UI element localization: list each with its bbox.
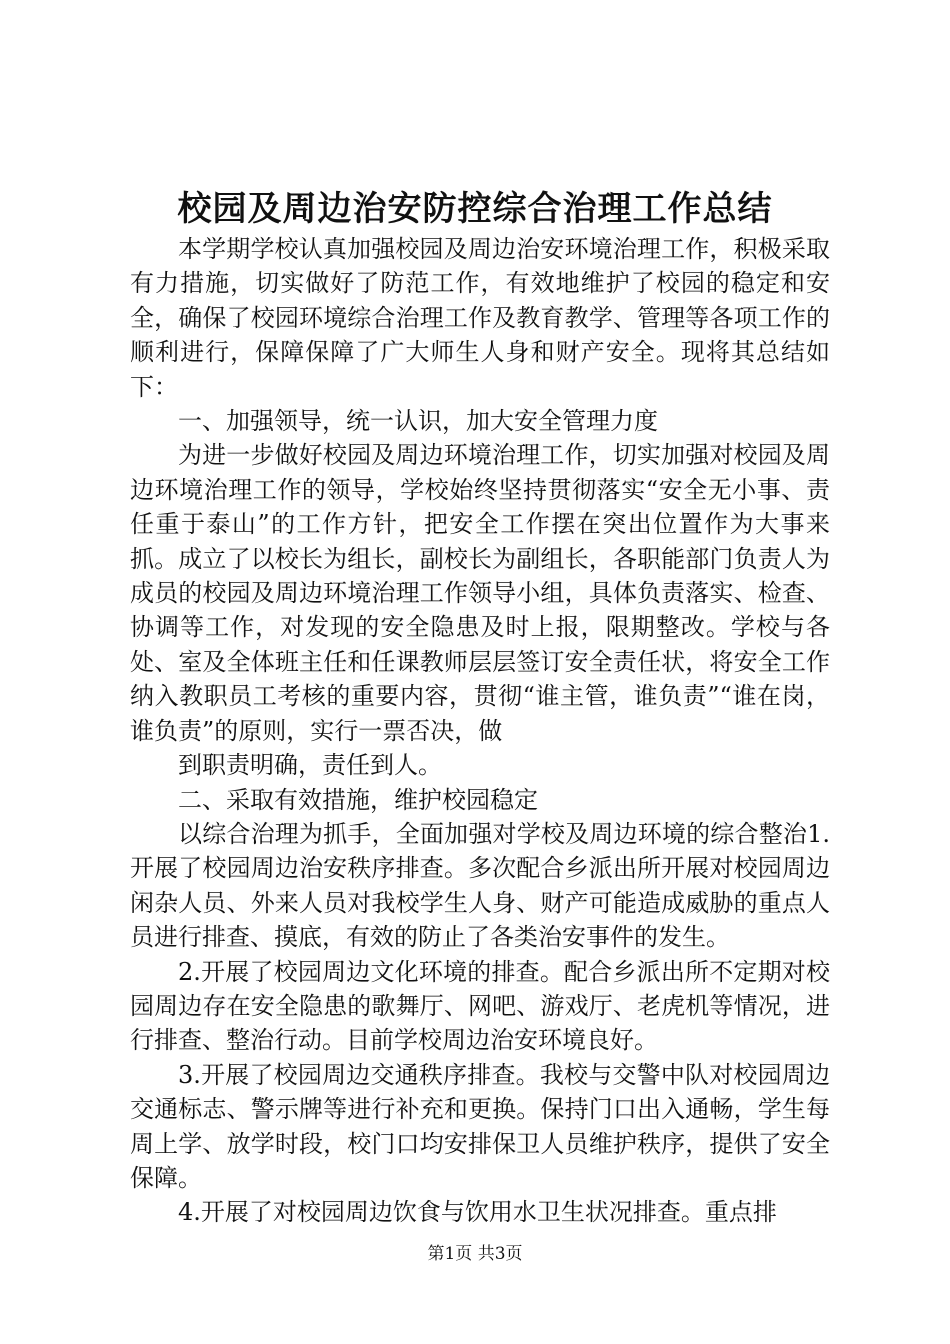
paragraph-continuation: 到职责明确，责任到人。 — [178, 751, 442, 780]
document-body — [130, 232, 830, 1230]
paragraph-item-2: 2.开展了校园周边文化环境的排查。配合乡派出所不定期对校园周边存在安全隐患的歌舞厅、网吧、游戏厅、老虎机等情况，进行排查、整治行动。目前学校周边治安环境良好。 — [130, 957, 830, 1055]
paragraph-intro: 本学期学校认真加强校园及周边治安环境治理工作，积极采取有力措施，切实做好了防范工作，有效地维护了校园的稳定和安全，确保了校园环境综合治理工作及教育教学、管理等各项工作的顺利进行，保障保障了广大师生人身和财产安全。现将其总结如下： — [130, 235, 830, 401]
section-heading-2: 二、采取有效措施，维护校园稳定 — [178, 785, 538, 814]
section-heading-1: 一、加强领导，统一认识，加大安全管理力度 — [178, 407, 658, 436]
paragraph-item-1: 以综合治理为抓手，全面加强对学校及周边环境的综合整治1.开展了校园周边治安秩序排查。多次配合乡派出所开展对校园周边闲杂人员、外来人员对我校学生人身、财产可能造成威胁的重点人员进行排查、摸底，有效的防止了各类治安事件的发生。 — [130, 819, 830, 952]
document-title: 校园及周边治安防控综合治理工作总结 — [177, 189, 773, 229]
paragraph-item-4: 4.开展了对校园周边饮食与饮用水卫生状况排查。重点排 — [178, 1198, 777, 1227]
paragraph-item-3: 3.开展了校园周边交通秩序排查。我校与交警中队对校园周边交通标志、警示牌等进行补充和更换。保持门口出入通畅，学生每周上学、放学时段，校门口均安排保卫人员维护秩序，提供了安全保障。 — [130, 1060, 830, 1192]
paragraph-section-1: 为进一步做好校园及周边环境治理工作，切实加强对校园及周边环境治理工作的领导，学校始终坚持贯彻落实“安全无小事、责任重于泰山”的工作方针，把安全工作摆在突出位置作为大事来抓。成立了以校长为组长，副校长为副组长，各职能部门负责人为成员的校园及周边环境治理工作领导小组，具体负责落实、检查、协调等工作，对发现的安全隐患及时上报，限期整改。学校与各处、室及全体班主任和任课教师层层签订安全责任状，将安全工作纳入教职员工考核的重要内容，贯彻“谁主管，谁负责”“谁在岗，谁负责”的原则，实行一票否决，做 — [130, 441, 830, 745]
page-footer: 第1页 共3页 — [427, 1244, 523, 1264]
